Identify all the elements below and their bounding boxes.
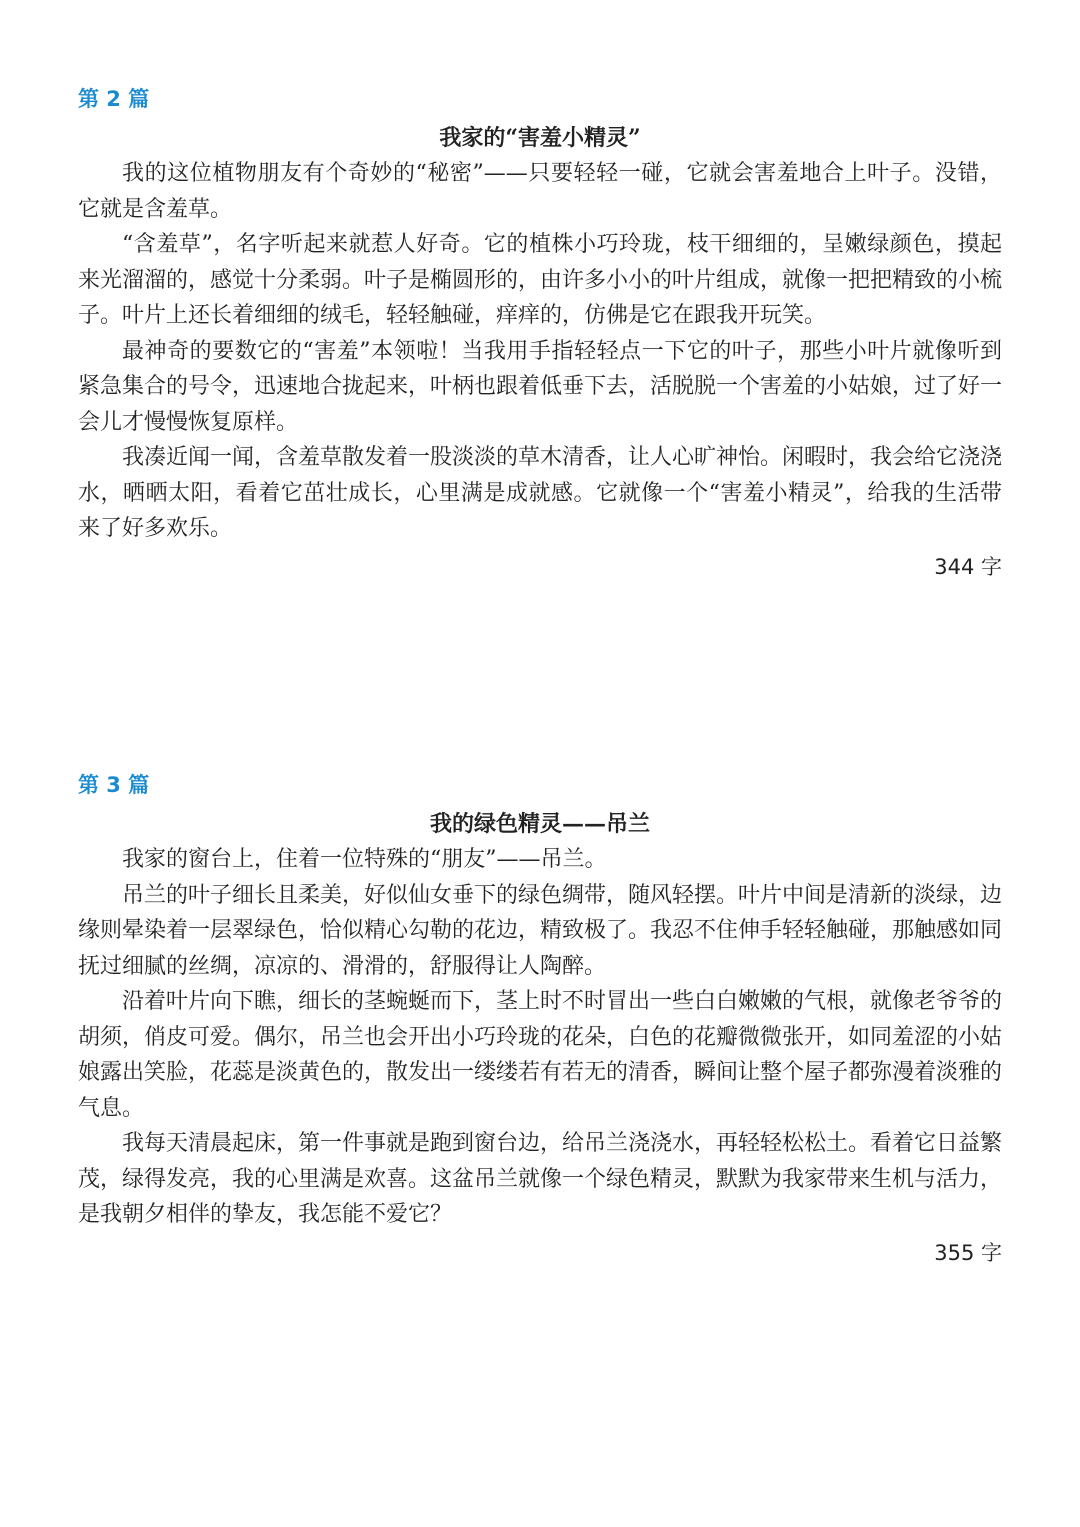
essay-paragraph: 吊兰的叶子细长且柔美，好似仙女垂下的绿色绸带，随风轻摆。叶片中间是清新的淡绿，边缘则晕染着一层翠绿色，恰似精心勾勒的花边，精致极了。我忍不住伸手轻轻触碰，那触感如同抚过细腻的丝绸，凉凉的、滑滑的，舒服得让人陶醉。 (78, 882, 1003, 979)
essay-paragraph: 我每天清晨起床，第一件事就是跑到窗台边，给吊兰浇浇水，再轻轻松松土。看着它日益繁茂，绿得发亮，我的心里满是欢喜。这盆吊兰就像一个绿色精灵，默默为我家带来生机与活力，是我朝夕相伴的挚友，我怎能不爱它？ (78, 1131, 1003, 1227)
essay-paragraph: 沿着叶片向下瞧，细长的茎蜿蜒而下，茎上时不时冒出一些白白嫩嫩的气根，就像老爷爷的胡须，俏皮可爱。偶尔，吊兰也会开出小巧玲珑的花朵，白色的花瓣微微张开，如同羞涩的小姑娘露出笑脸，花蕊是淡黄色的，散发出一缕缕若有若无的清香，瞬间让整个屋子都弥漫着淡雅的气息。 (78, 989, 1003, 1121)
essay-title: 我家的“害羞小精灵” (439, 125, 641, 151)
essay-paragraph: 我的这位植物朋友有个奇妙的“秘密”——只要轻轻一碰，它就会害羞地合上叶子。没错，它就是含羞草。 (78, 161, 1002, 222)
essay-paragraph: 我凑近闻一闻，含羞草散发着一股淡淡的草木清香，让人心旷神怡。闲暇时，我会给它浇浇水，晒晒太阳，看着它茁壮成长，心里满是成就感。它就像一个“害羞小精灵”，给我的生活带来了好多欢乐。 (78, 445, 1003, 541)
essay-paragraph: 我家的窗台上，住着一位特殊的“朋友”——吊兰。 (122, 847, 607, 872)
word-count: 344 字 (934, 554, 1002, 579)
word-count: 355 字 (934, 1240, 1002, 1265)
essay-3 (78, 770, 1002, 1273)
essay-label: 第 2 篇 (78, 87, 150, 111)
essay-title: 我的绿色精灵——吊兰 (429, 811, 650, 837)
essay-label: 第 3 篇 (78, 773, 150, 797)
essay-paragraph: 最神奇的要数它的“害羞”本领啦！当我用手指轻轻点一下它的叶子，那些小叶片就像听到紧急集合的号令，迅速地合拢起来，叶柄也跟着低垂下去，活脱脱一个害羞的小姑娘，过了好一会儿才慢慢恢复原样。 (78, 338, 1003, 435)
essay-2 (78, 84, 1002, 587)
essay-paragraph: “含羞草”，名字听起来就惹人好奇。它的植株小巧玲珑，枝干细细的，呈嫩绿颜色，摸起来光溜溜的，感觉十分柔弱。叶子是椭圆形的，由许多小小的叶片组成，就像一把把精致的小梳子。叶片上还长着细细的绒毛，轻轻触碰，痒痒的，仿佛是它在跟我开玩笑。 (78, 232, 1003, 328)
